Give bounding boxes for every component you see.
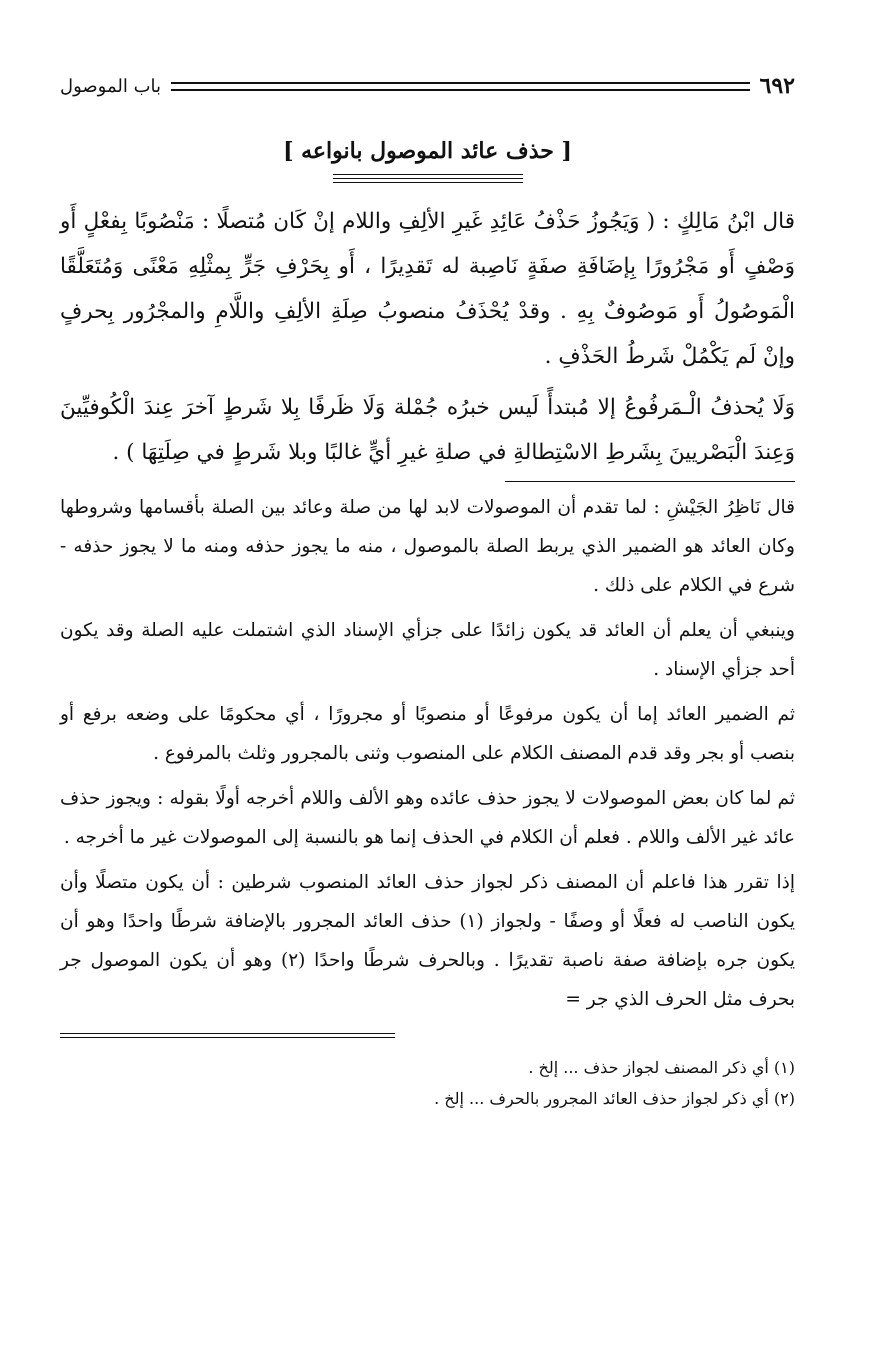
running-header — [60, 70, 795, 102]
page-number: ٦٩٢ — [759, 73, 795, 99]
header-rule — [171, 82, 750, 91]
sharh-paragraph: قال نَاظِرُ الجَيْشِ : لما تقدم أن الموصولات لابد لها من صلة وعائد بين الصلة بأقسامها وشروطها وكان العائد هو الضمير الذي يربط الصلة بالموصول ، منه ما يجوز حذفه ومنه ما لا يجوز حذفه - شرع في الكلام على ذلك . — [60, 497, 795, 596]
chapter-title: باب الموصول — [60, 75, 162, 97]
sharh-paragraph: ثم لما كان بعض الموصولات لا يجوز حذف عائده وهو الألف واللام أخرجه أولًا بقوله : ويجوز حذف عائد غير الألف واللام . فعلم أن الكلام في الحذف إنما هو بالنسبة إلى الموصولات غير ما أخرجه . — [60, 788, 795, 848]
footnotes — [60, 1052, 795, 1114]
footnote: (٢) أي ذكر لجواز حذف العائد المجرور بالحرف ... إلخ . — [434, 1089, 795, 1108]
footnote: (١) أي ذكر المصنف لجواز حذف ... إلخ . — [528, 1058, 795, 1077]
matn-text — [60, 199, 795, 475]
footnote-separator — [60, 1033, 395, 1038]
title-underline — [333, 174, 523, 183]
matn-paragraph: قال ابْنُ مَالِكٍ : ( وَيَجُوزُ حَذْفُ عَائِدِ غَيرِ الألِفِ واللام إنْ كَان مُتصلًا : مَنْصُوبًا بِفعْلٍ أَو وَصْفٍ أَو مَجْرُورًا بِإضَافَةِ صفَةٍ نَاصِبة له تَقدِيرًا ، أَو بِحَرْفِ جَرٍّ بِمثْلِهِ مَعْنًى وَمُتَعَلَّقًا الْمَوصُولُ أَو مَوصُوفٌ بِهِ . وقدْ يُحْذَفُ منصوبُ صِلَةِ الألِفِ واللَّامِ والمجْرُور بِحرفٍ وإنْ لَم يَكْمُلْ شَرطُ الحَذْفِ . — [60, 209, 795, 369]
sharh-paragraph: إذا تقرر هذا فاعلم أن المصنف ذكر لجواز حذف العائد المنصوب شرطين : أن يكون متصلًا وأن يكون الناصب له فعلًا أو وصفًا - ولجواز (١) حذف العائد المجرور بالإضافة شرطًا واحدًا وهو أن يكون جره بإضافة صفة ناصبة تقديرًا . وبالحرف شرطًا واحدًا (٢) وهو أن يكون الموصول جر بحرف مثل الحرف الذي جر = — [60, 872, 796, 1010]
sharh-paragraph: وينبغي أن يعلم أن العائد قد يكون زائدًا على جزأي الإسناد الذي اشتملت عليه الصلة وقد يكون أحد جزأي الإسناد . — [60, 620, 795, 680]
matn-separator — [505, 481, 795, 482]
sharh-text — [60, 488, 795, 1019]
sharh-paragraph: ثم الضمير العائد إما أن يكون مرفوعًا أو منصوبًا أو مجرورًا ، أي محكومًا على وضعه برفع أو بنصب أو بجر وقد قدم المصنف الكلام على المنصوب وثنى بالمجرور وثلث بالمرفوع . — [60, 704, 795, 764]
matn-paragraph: وَلَا يُحذفُ الْـمَرفُوعُ إلا مُبتدأً لَيس خبرُه جُمْلة وَلَا ظَرفًا بِلا شَرطٍ آخرَ عِندَ الْكُوفيِّينَ وَعِندَ الْبَصْريينَ بِشَرطِ الاسْتِطالةِ في صلةِ غيرِ أيٍّ غالبًا وبلا شَرطٍ في صِلَتِهَا ) . — [60, 395, 795, 465]
section-title: [ حذف عائد الموصول بانواعه ] — [283, 138, 572, 164]
book-page — [60, 70, 795, 1114]
